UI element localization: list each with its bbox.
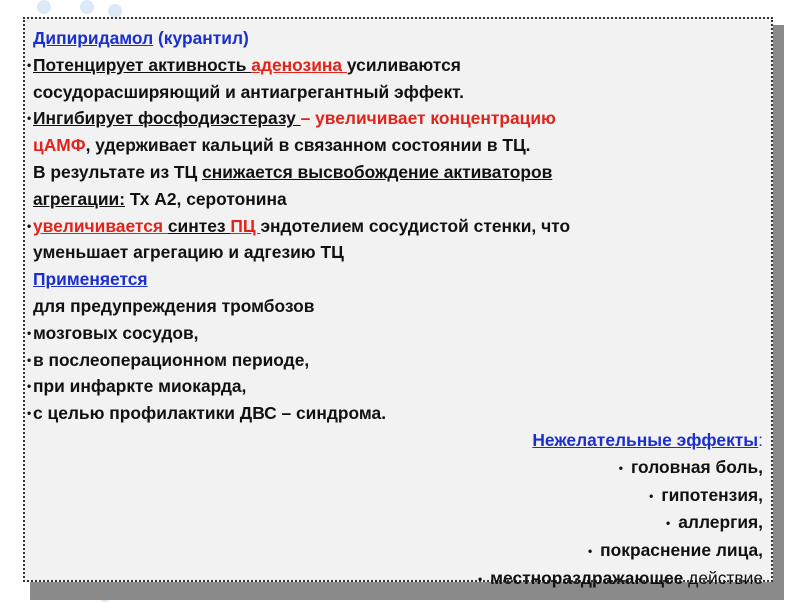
drug-alias: (курантил): [158, 28, 249, 48]
usage-header: Применяется: [33, 269, 148, 290]
mechanism-line-6: агрегации: Тх А2, серотонина: [33, 188, 287, 209]
mechanism-line-5: В результате из ТЦ снижается высвобождение активаторов: [33, 161, 553, 182]
usage-item: • в послеоперационном периоде,: [33, 347, 763, 374]
side-effect-item-last: • местнораздражающее действие: [33, 565, 763, 593]
side-effect-item: • аллергия,: [33, 509, 763, 537]
usage-item: • мозговых сосудов,: [33, 320, 763, 347]
usage-item: • при инфаркте миокарда,: [33, 373, 763, 400]
slide-text: [33, 25, 763, 593]
decor-dot: [108, 4, 122, 18]
mechanism-line-3: • Ингибирует фосфодиэстеразу – увеличивает концентрацию: [33, 105, 763, 132]
mechanism-line-4: цАМФ, удерживает кальций в связанном состоянии в ТЦ.: [33, 135, 531, 156]
title-line: [33, 25, 763, 52]
side-effect-item: • гипотензия,: [33, 482, 763, 510]
drug-name: Дипиридамол: [33, 28, 154, 48]
side-effect-item: • покраснение лица,: [33, 537, 763, 565]
side-effect-item: • головная боль,: [33, 454, 763, 482]
usage-intro: для предупреждения тромбозов: [33, 295, 315, 316]
usage-item: • с целью профилактики ДВС – синдрома.: [33, 400, 763, 427]
side-effects-header: Нежелательные эффекты:: [532, 429, 763, 450]
mechanism-line-8: уменьшает агрегацию и адгезию ТЦ: [33, 242, 344, 263]
slide-content-box: [23, 17, 773, 588]
mechanism-line-1: • Потенцирует активность аденозина усиливаются: [33, 52, 763, 79]
mechanism-line-2: сосудорасширяющий и антиагрегантный эффект.: [33, 81, 465, 102]
decor-dot: [80, 0, 94, 14]
mechanism-line-7: • увеличивается синтез ПЦ эндотелием сосудистой стенки, что: [33, 213, 763, 240]
decor-dot: [37, 0, 51, 14]
